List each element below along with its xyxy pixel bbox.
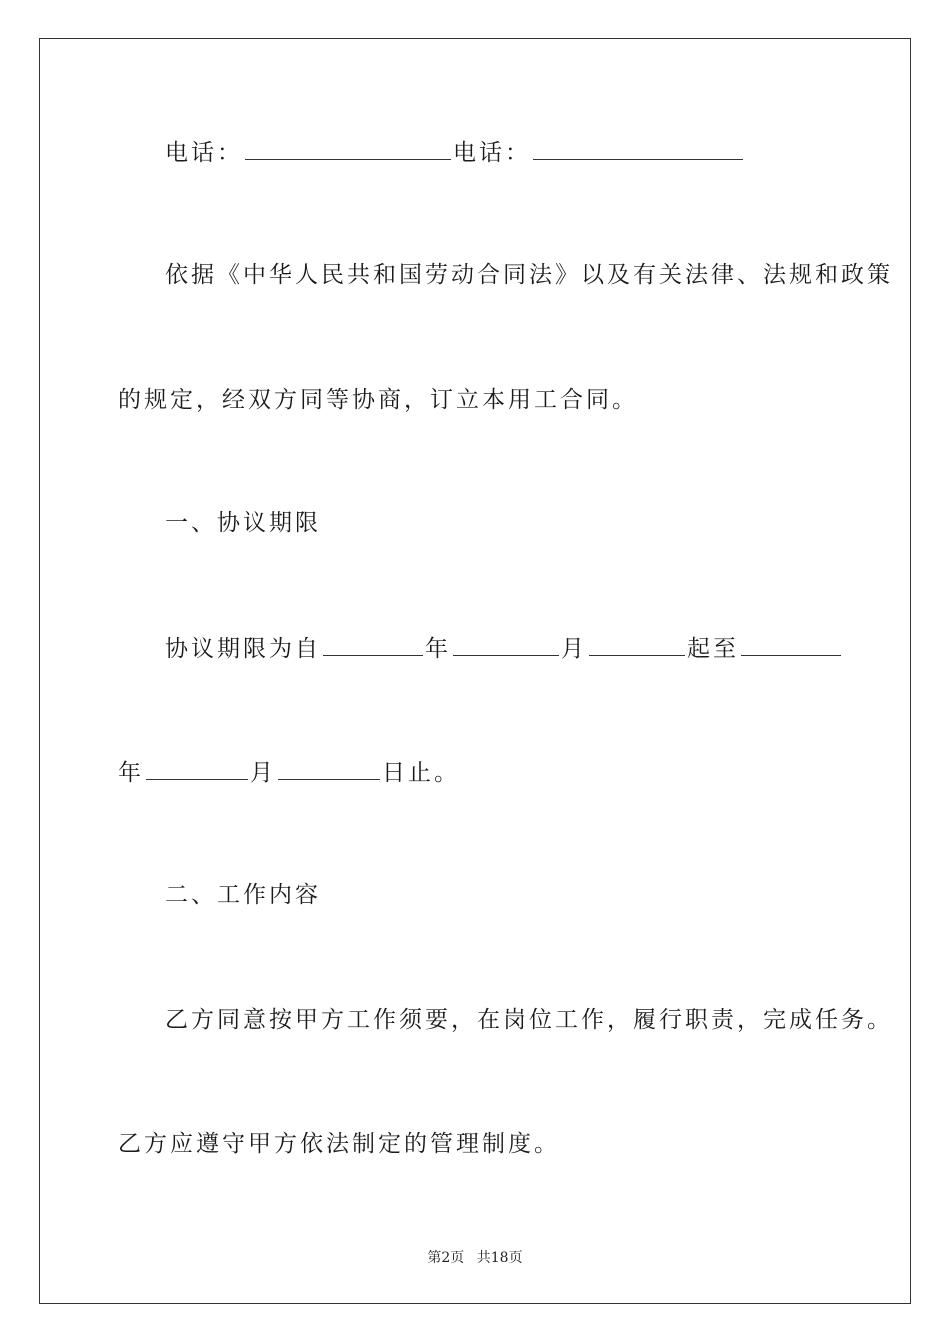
end-day-blank[interactable] xyxy=(278,757,380,780)
page-footer xyxy=(0,1247,950,1267)
term-line-1 xyxy=(165,633,843,664)
basis-line-1: 依据《中华人民共和国劳动合同法》以及有关法律、法规和政策 xyxy=(165,262,893,288)
page-number: 第2页 xyxy=(427,1250,465,1266)
work-line-1: 乙方同意按甲方工作须要，在岗位工作，履行职责，完成任务。 xyxy=(165,1007,893,1033)
start-suffix: 起至 xyxy=(687,636,739,662)
start-day-blank[interactable] xyxy=(589,633,685,656)
phone-label-b: 电话： xyxy=(453,140,531,166)
end-month-label: 月 xyxy=(250,760,276,786)
page-total: 共18页 xyxy=(476,1250,523,1266)
end-year-blank[interactable] xyxy=(741,633,841,656)
end-month-blank[interactable] xyxy=(146,757,248,780)
phone-line xyxy=(165,137,745,168)
end-suffix: 日止。 xyxy=(382,760,460,786)
basis-line-2: 的规定，经双方同等协商，订立本用工合同。 xyxy=(118,387,638,413)
term-line-2 xyxy=(118,757,460,788)
phone-label-a: 电话： xyxy=(165,140,243,166)
start-year-blank[interactable] xyxy=(323,633,423,656)
section2-heading: 二、工作内容 xyxy=(165,882,321,908)
work-line-2: 乙方应遵守甲方依法制定的管理制度。 xyxy=(118,1131,560,1157)
term-prefix: 协议期限为自 xyxy=(165,636,321,662)
end-year-label: 年 xyxy=(118,760,144,786)
page-frame xyxy=(39,38,911,1304)
start-year-label: 年 xyxy=(425,636,451,662)
start-month-blank[interactable] xyxy=(453,633,559,656)
start-month-label: 月 xyxy=(561,636,587,662)
phone-blank-a[interactable] xyxy=(245,137,451,160)
phone-blank-b[interactable] xyxy=(533,137,743,160)
section1-heading: 一、协议期限 xyxy=(165,510,321,536)
